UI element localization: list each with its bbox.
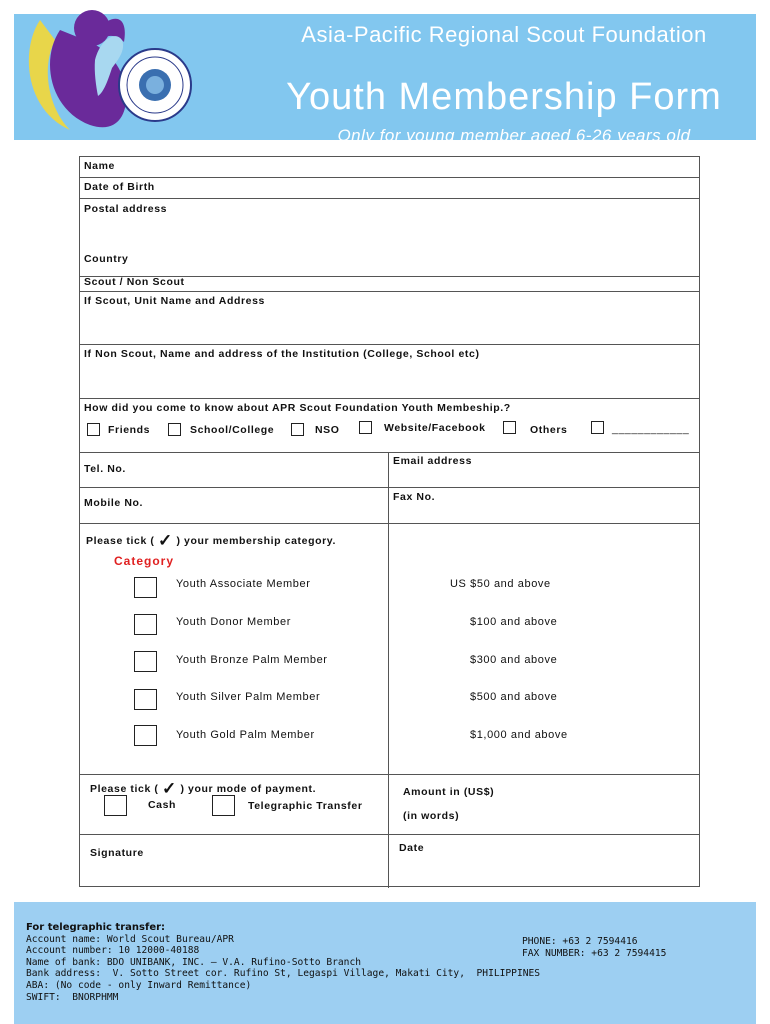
website-option-label: Website/Facebook <box>384 422 486 434</box>
account-number-line: Account number: 10 12000-40188 <box>26 945 200 957</box>
form-subtitle: Only for young member aged 6-26 years old <box>337 126 691 145</box>
friends-option-label: Friends <box>108 424 151 436</box>
nso-option-label: NSO <box>315 424 340 436</box>
category-checkbox-gold[interactable] <box>134 725 157 746</box>
cash-checkbox[interactable] <box>104 795 127 816</box>
checkmark-icon: ✓ <box>162 779 177 798</box>
source-row <box>80 399 699 453</box>
cash-label: Cash <box>148 799 177 811</box>
mobile-fax-row <box>80 488 699 524</box>
category-checkbox-associate[interactable] <box>134 577 157 598</box>
bank-name-line: Name of bank: BDO UNIBANK, INC. – V.A. Rufino-Sotto Branch <box>26 956 362 968</box>
contact-numbers <box>522 936 666 959</box>
scout-label: Scout / Non Scout <box>84 276 185 288</box>
school-option-label: School/College <box>190 424 275 436</box>
nso-checkbox[interactable] <box>291 423 304 436</box>
category-amount-silver: $500 and above <box>470 691 558 703</box>
non-scout-row[interactable] <box>80 345 699 399</box>
category-heading: Category <box>114 554 175 568</box>
amount-label: Amount in (US$) <box>403 786 495 798</box>
membership-tick-instruction: Please tick ( ✓ ) your membership category. <box>86 531 336 550</box>
website-checkbox[interactable] <box>359 421 372 434</box>
tel-email-row <box>80 453 699 488</box>
bank-address-line: Bank address: V. Sotto Street cor. Rufino St, Legaspi Village, Makati City, PHILIPPINES <box>26 968 541 980</box>
signature-label: Signature <box>90 847 144 859</box>
category-name-bronze: Youth Bronze Palm Member <box>176 654 328 666</box>
date-label: Date <box>399 842 425 854</box>
category-amount-donor: $100 and above <box>470 616 558 628</box>
phone-line: PHONE: +63 2 7594416 <box>522 936 638 947</box>
category-name-donor: Youth Donor Member <box>176 616 291 628</box>
category-name-gold: Youth Gold Palm Member <box>176 729 315 741</box>
postal-address-label: Postal address <box>84 203 168 215</box>
payment-section <box>80 775 699 835</box>
transfer-details <box>26 922 540 1003</box>
fax-label: Fax No. <box>393 491 436 503</box>
others-blank-line[interactable]: ____________ <box>612 423 690 435</box>
others-pre-checkbox[interactable] <box>503 421 516 434</box>
scout-unit-row[interactable] <box>80 292 699 345</box>
contact-divider <box>388 453 389 524</box>
dob-row[interactable] <box>80 178 699 199</box>
scout-unit-label: If Scout, Unit Name and Address <box>84 295 265 307</box>
foundation-logo <box>0 0 200 140</box>
category-amount-bronze: $300 and above <box>470 654 558 666</box>
scout-row[interactable] <box>80 277 699 292</box>
category-checkbox-silver[interactable] <box>134 689 157 710</box>
category-checkbox-donor[interactable] <box>134 614 157 635</box>
mobile-label: Mobile No. <box>84 497 144 509</box>
dob-label: Date of Birth <box>84 181 155 193</box>
checkmark-icon: ✓ <box>158 531 173 550</box>
non-scout-label: If Non Scout, Name and address of the Institution (College, School etc) <box>84 348 480 360</box>
source-question: How did you come to know about APR Scout Foundation Youth Membeship.? <box>84 402 511 414</box>
tel-label: Tel. No. <box>84 463 126 475</box>
category-name-associate: Youth Associate Member <box>176 578 311 590</box>
form-title: Youth Membership Form <box>286 76 722 118</box>
category-name-silver: Youth Silver Palm Member <box>176 691 321 703</box>
category-checkbox-bronze[interactable] <box>134 651 157 672</box>
others-option-label: Others <box>530 424 568 436</box>
country-label: Country <box>84 253 129 265</box>
school-checkbox[interactable] <box>168 423 181 436</box>
telegraphic-transfer-checkbox[interactable] <box>212 795 235 816</box>
category-amount-associate: US $50 and above <box>450 578 551 590</box>
email-label: Email address <box>393 455 473 467</box>
postal-address-row[interactable] <box>80 199 699 277</box>
account-name-line: Account name: World Scout Bureau/APR <box>26 933 234 945</box>
swift-line: SWIFT: BNORPHMM <box>26 991 119 1003</box>
fax-line: FAX NUMBER: +63 2 7594415 <box>522 947 667 959</box>
others-checkbox[interactable] <box>591 421 604 434</box>
bank-info-footer <box>14 902 756 1024</box>
name-row[interactable] <box>80 157 699 178</box>
amount-in-words-label: (in words) <box>403 810 460 822</box>
category-divider <box>388 524 389 888</box>
payment-tick-instruction: Please tick ( ✓ ) your mode of payment. <box>90 779 317 798</box>
org-title: Asia-Pacific Regional Scout Foundation <box>301 22 707 47</box>
signature-row <box>80 835 699 888</box>
transfer-heading: For telegraphic transfer: <box>26 922 166 933</box>
friends-checkbox[interactable] <box>87 423 100 436</box>
telegraphic-transfer-label: Telegraphic Transfer <box>248 800 363 812</box>
name-label: Name <box>84 160 115 172</box>
aba-line: ABA: (No code - only Inward Remittance) <box>26 979 252 991</box>
membership-form <box>79 156 700 887</box>
category-amount-gold: $1,000 and above <box>470 729 568 741</box>
